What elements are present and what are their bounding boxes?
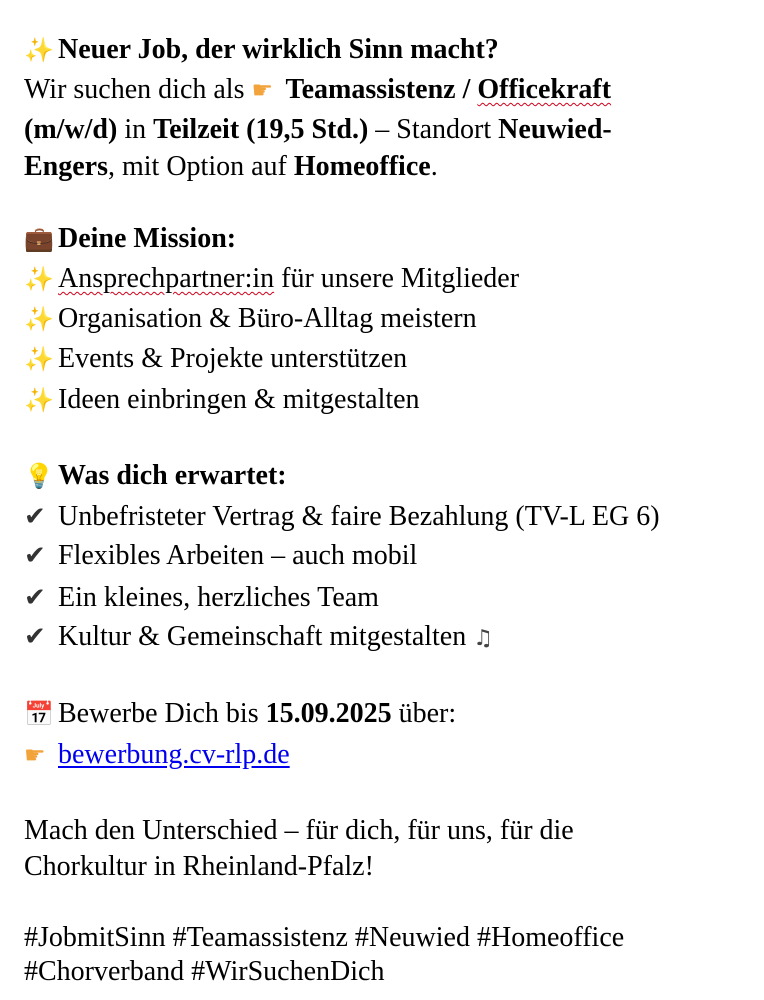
closing-line-1: Mach den Unterschied – für dich, für uns, für die — [24, 815, 574, 846]
mission-item-text: Organisation & Büro-Alltag meistern — [58, 303, 477, 334]
hashtags-line-1: #JobmitSinn #Teamassistenz #Neuwied #Homeoffice — [24, 922, 625, 953]
sparkles-icon: ✨ — [24, 386, 54, 414]
check-mark-icon: ✔ — [24, 502, 46, 532]
calendar-icon: 📅 — [24, 700, 54, 728]
offer-item — [24, 500, 660, 534]
offer-heading: Was dich erwartet: — [58, 460, 287, 491]
apply-link-line — [24, 738, 290, 772]
apply-text: über: — [391, 698, 457, 729]
mission-heading: Deine Mission: — [58, 223, 237, 254]
offer-item — [24, 581, 379, 615]
offer-heading-line — [24, 459, 287, 493]
hours: Teilzeit (19,5 Std.) — [153, 114, 369, 145]
mission-item-text: für unsere Mitglieder — [274, 263, 520, 294]
glowing-star-icon: ✨ — [24, 36, 54, 64]
offer-item — [24, 620, 507, 656]
music-notes-icon: ♫ — [473, 626, 493, 651]
intro-text: . — [430, 151, 438, 182]
intro-line-2 — [24, 113, 612, 147]
mission-item — [24, 302, 477, 336]
role-a: Teamassistenz / — [285, 74, 478, 105]
mission-item-text: Ansprechpartner:in — [58, 263, 275, 294]
deadline-date: 15.09.2025 — [265, 698, 392, 729]
intro-text: in — [117, 114, 154, 145]
sparkles-icon: ✨ — [24, 305, 54, 333]
mission-heading-line — [24, 222, 236, 256]
offer-item — [24, 539, 417, 573]
mission-item-text: Events & Projekte unterstützen — [58, 343, 408, 374]
gender-note: (m/w/d) — [24, 114, 118, 145]
apply-text: Bewerbe Dich bis — [58, 698, 266, 729]
application-link[interactable]: bewerbung.cv-rlp.de — [58, 739, 290, 770]
offer-item-text: Flexibles Arbeiten – auch mobil — [58, 540, 418, 571]
apply-line — [24, 697, 456, 731]
intro-line-3 — [24, 150, 438, 184]
offer-item-text: Ein kleines, herzliches Team — [58, 582, 379, 613]
briefcase-icon: 💼 — [24, 225, 54, 253]
hashtags-line-2: #Chorverband #WirSuchenDich — [24, 956, 385, 987]
check-mark-icon: ✔ — [24, 541, 46, 571]
light-bulb-icon: 💡 — [24, 462, 54, 490]
offer-item-text: Unbefristeter Vertrag & faire Bezahlung (TV-L EG 6) — [58, 501, 660, 532]
sparkles-icon: ✨ — [24, 345, 54, 373]
location-a: Neuwied- — [498, 114, 612, 145]
homeoffice: Homeoffice — [293, 151, 431, 182]
mission-item — [24, 342, 407, 376]
role-b: Officekraft — [477, 74, 612, 105]
intro-text: – Standort — [368, 114, 499, 145]
intro-text: Wir suchen dich als — [24, 74, 252, 105]
closing-line-2: Chorkultur in Rheinland-Pfalz! — [24, 851, 374, 882]
offer-item-text: Kultur & Gemeinschaft mitgestalten — [58, 621, 467, 652]
intro-heading: Neuer Job, der wirklich Sinn macht? — [58, 34, 499, 65]
check-mark-icon: ✔ — [24, 622, 46, 652]
pointing-hand-icon: ☛ — [24, 741, 46, 769]
intro-line-1 — [24, 73, 611, 107]
sparkles-icon: ✨ — [24, 265, 54, 293]
intro-heading-line — [24, 33, 499, 67]
mission-item-text: Ideen einbringen & mitgestalten — [58, 384, 420, 415]
mission-item — [24, 262, 519, 296]
mission-item — [24, 383, 420, 417]
location-b: Engers — [24, 151, 108, 182]
pointing-hand-icon: ☛ — [251, 76, 273, 104]
intro-text: , mit Option auf — [108, 151, 294, 182]
check-mark-icon: ✔ — [24, 583, 46, 613]
